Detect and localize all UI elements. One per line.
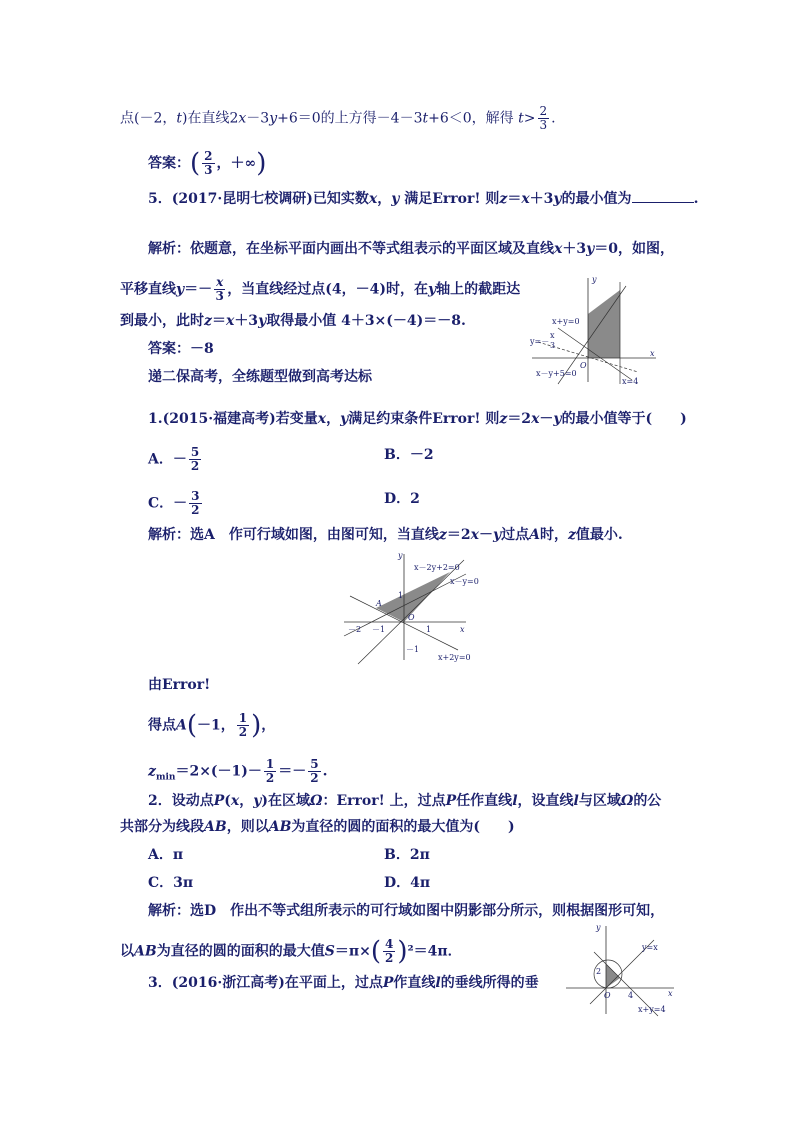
fraction: $\frac{2}{3}$ [539,104,548,132]
fraction: $\frac{2}{3}$ [204,149,213,177]
svg-text:y: y [398,551,403,560]
question-3: 3．(2016·浙江高考)在平面上，过点P作直线l的垂线所得的垂 [148,975,539,991]
option2-a: A．π [148,847,184,863]
question-1: 1.(2015·福建高考)若变量x，y满足约束条件Error! 则z＝2x－y的最小值等于( ) [148,411,687,427]
fraction: $\frac{1}{2}$ [265,757,275,785]
svg-text:x+y=4: x+y=4 [638,1005,666,1014]
fraction: $\frac{x}{3}$ [215,275,224,303]
svg-text:O: O [408,613,415,622]
figure-1 [528,272,662,386]
derive: 由Error! [148,677,211,693]
svg-text:1: 1 [398,591,404,600]
answer-2: 答案：－8 [148,341,214,357]
option-c: C．－ $\frac{3}{2}$ [148,489,200,517]
svg-text:x: x [668,989,673,998]
svg-text:y: y [596,923,601,932]
svg-text:x－y+5=0: x－y+5=0 [536,369,577,378]
feasible-region [588,290,620,358]
text-line-1: 点(－2，t)在直线2x－3y+6＝0的上方得－4－3t+6＜0，解得 t> $\frac{2}{3}$ . [120,104,556,132]
problem-5: 5．(2017·昆明七校调研)已知实数x，y 满足Error! 则z＝x＋3y的最小值为 . [148,188,698,208]
figure-3 [564,922,680,1018]
z-min: $z_{min}=2\times(-1)-$ $\frac{1}{2}$ ＝－ $\frac{5}{2}$ . [148,757,328,785]
answer-1: 答案：( $\frac{2}{3}$ ，＋∞) [148,148,267,179]
question-2-line1: 2．设动点P(x，y)在区域Ω：Error! 上，过点P任作直线l，设直线l与区域Ω的公 [148,793,662,809]
svg-text:x: x [550,331,555,340]
fraction: $\frac{5}{2}$ [190,445,200,473]
svg-text:4: 4 [628,991,634,1000]
section-title: 递二保高考，全练题型做到高考达标 [148,369,372,385]
fraction: $\frac{3}{2}$ [191,489,200,517]
svg-text:1: 1 [426,625,432,634]
fraction: $\frac{1}{2}$ [238,711,248,739]
svg-text:－2: －2 [348,625,362,634]
svg-text:x=4: x=4 [622,377,639,386]
svg-text:x－2y+2=0: x－2y+2=0 [414,563,460,572]
svg-text:O: O [580,361,587,370]
point-a-result: 得点A(－1， $\frac{1}{2}$ )， [148,710,276,741]
solution-2-line1: 解析：选D 作出不等式组所表示的可行域如图中阴影部分所示，则根据图形可知， [148,903,665,919]
svg-text:－1: －1 [372,625,386,634]
solution-5-line1: 解析：依题意，在坐标平面内画出不等式组表示的平面区域及直线x＋3y＝0，如图， [148,241,674,257]
svg-text:y=－: y=－ [530,337,550,346]
line-x-minus-2y-plus-2 [344,574,466,636]
option-d: D．2 [384,491,420,507]
option2-b: B．2π [384,847,430,863]
solution-5-line2: 平移直线y＝－ $\frac{x}{3}$ ，当直线经过点(4，－4)时，在y轴上的截距达 [120,275,521,303]
answer-blank [632,188,694,203]
svg-text:3: 3 [550,341,556,350]
option-b: B．－2 [384,447,434,463]
figure-2 [340,548,480,666]
svg-text:x: x [460,625,465,634]
svg-text:x－y=0: x－y=0 [450,577,479,586]
solution-1: 解析：选A 作可行域如图，由图可知，当直线z＝2x－y过点A时，z值最小. [148,527,623,543]
option2-c: C．3π [148,875,194,891]
fraction: $\frac{4}{2}$ [384,937,394,965]
svg-text:x+y=0: x+y=0 [552,317,580,326]
fraction: $\frac{5}{2}$ [310,757,319,785]
svg-text:x: x [650,349,655,358]
svg-text:－1: －1 [406,645,420,654]
svg-text:2: 2 [596,967,602,976]
solution-5-line3: 到最小，此时z＝x＋3y取得最小值 4＋3×(－4)＝－8. [120,313,466,329]
svg-text:O: O [604,991,611,1000]
option2-d: D．4π [384,875,431,891]
svg-text:y: y [592,275,597,284]
solution-2-line2: 以AB为直径的圆的面积的最大值S＝π×( $\frac{4}{2}$ )²＝4π． [120,936,462,967]
svg-text:A: A [376,599,382,608]
svg-text:y=x: y=x [642,943,658,952]
option-a: A．－ $\frac{5}{2}$ [148,445,200,473]
question-2-line2: 共部分为线段AB，则以AB为直径的圆的面积的最大值为( ) [120,819,515,835]
svg-text:x+2y=0: x+2y=0 [438,653,471,662]
